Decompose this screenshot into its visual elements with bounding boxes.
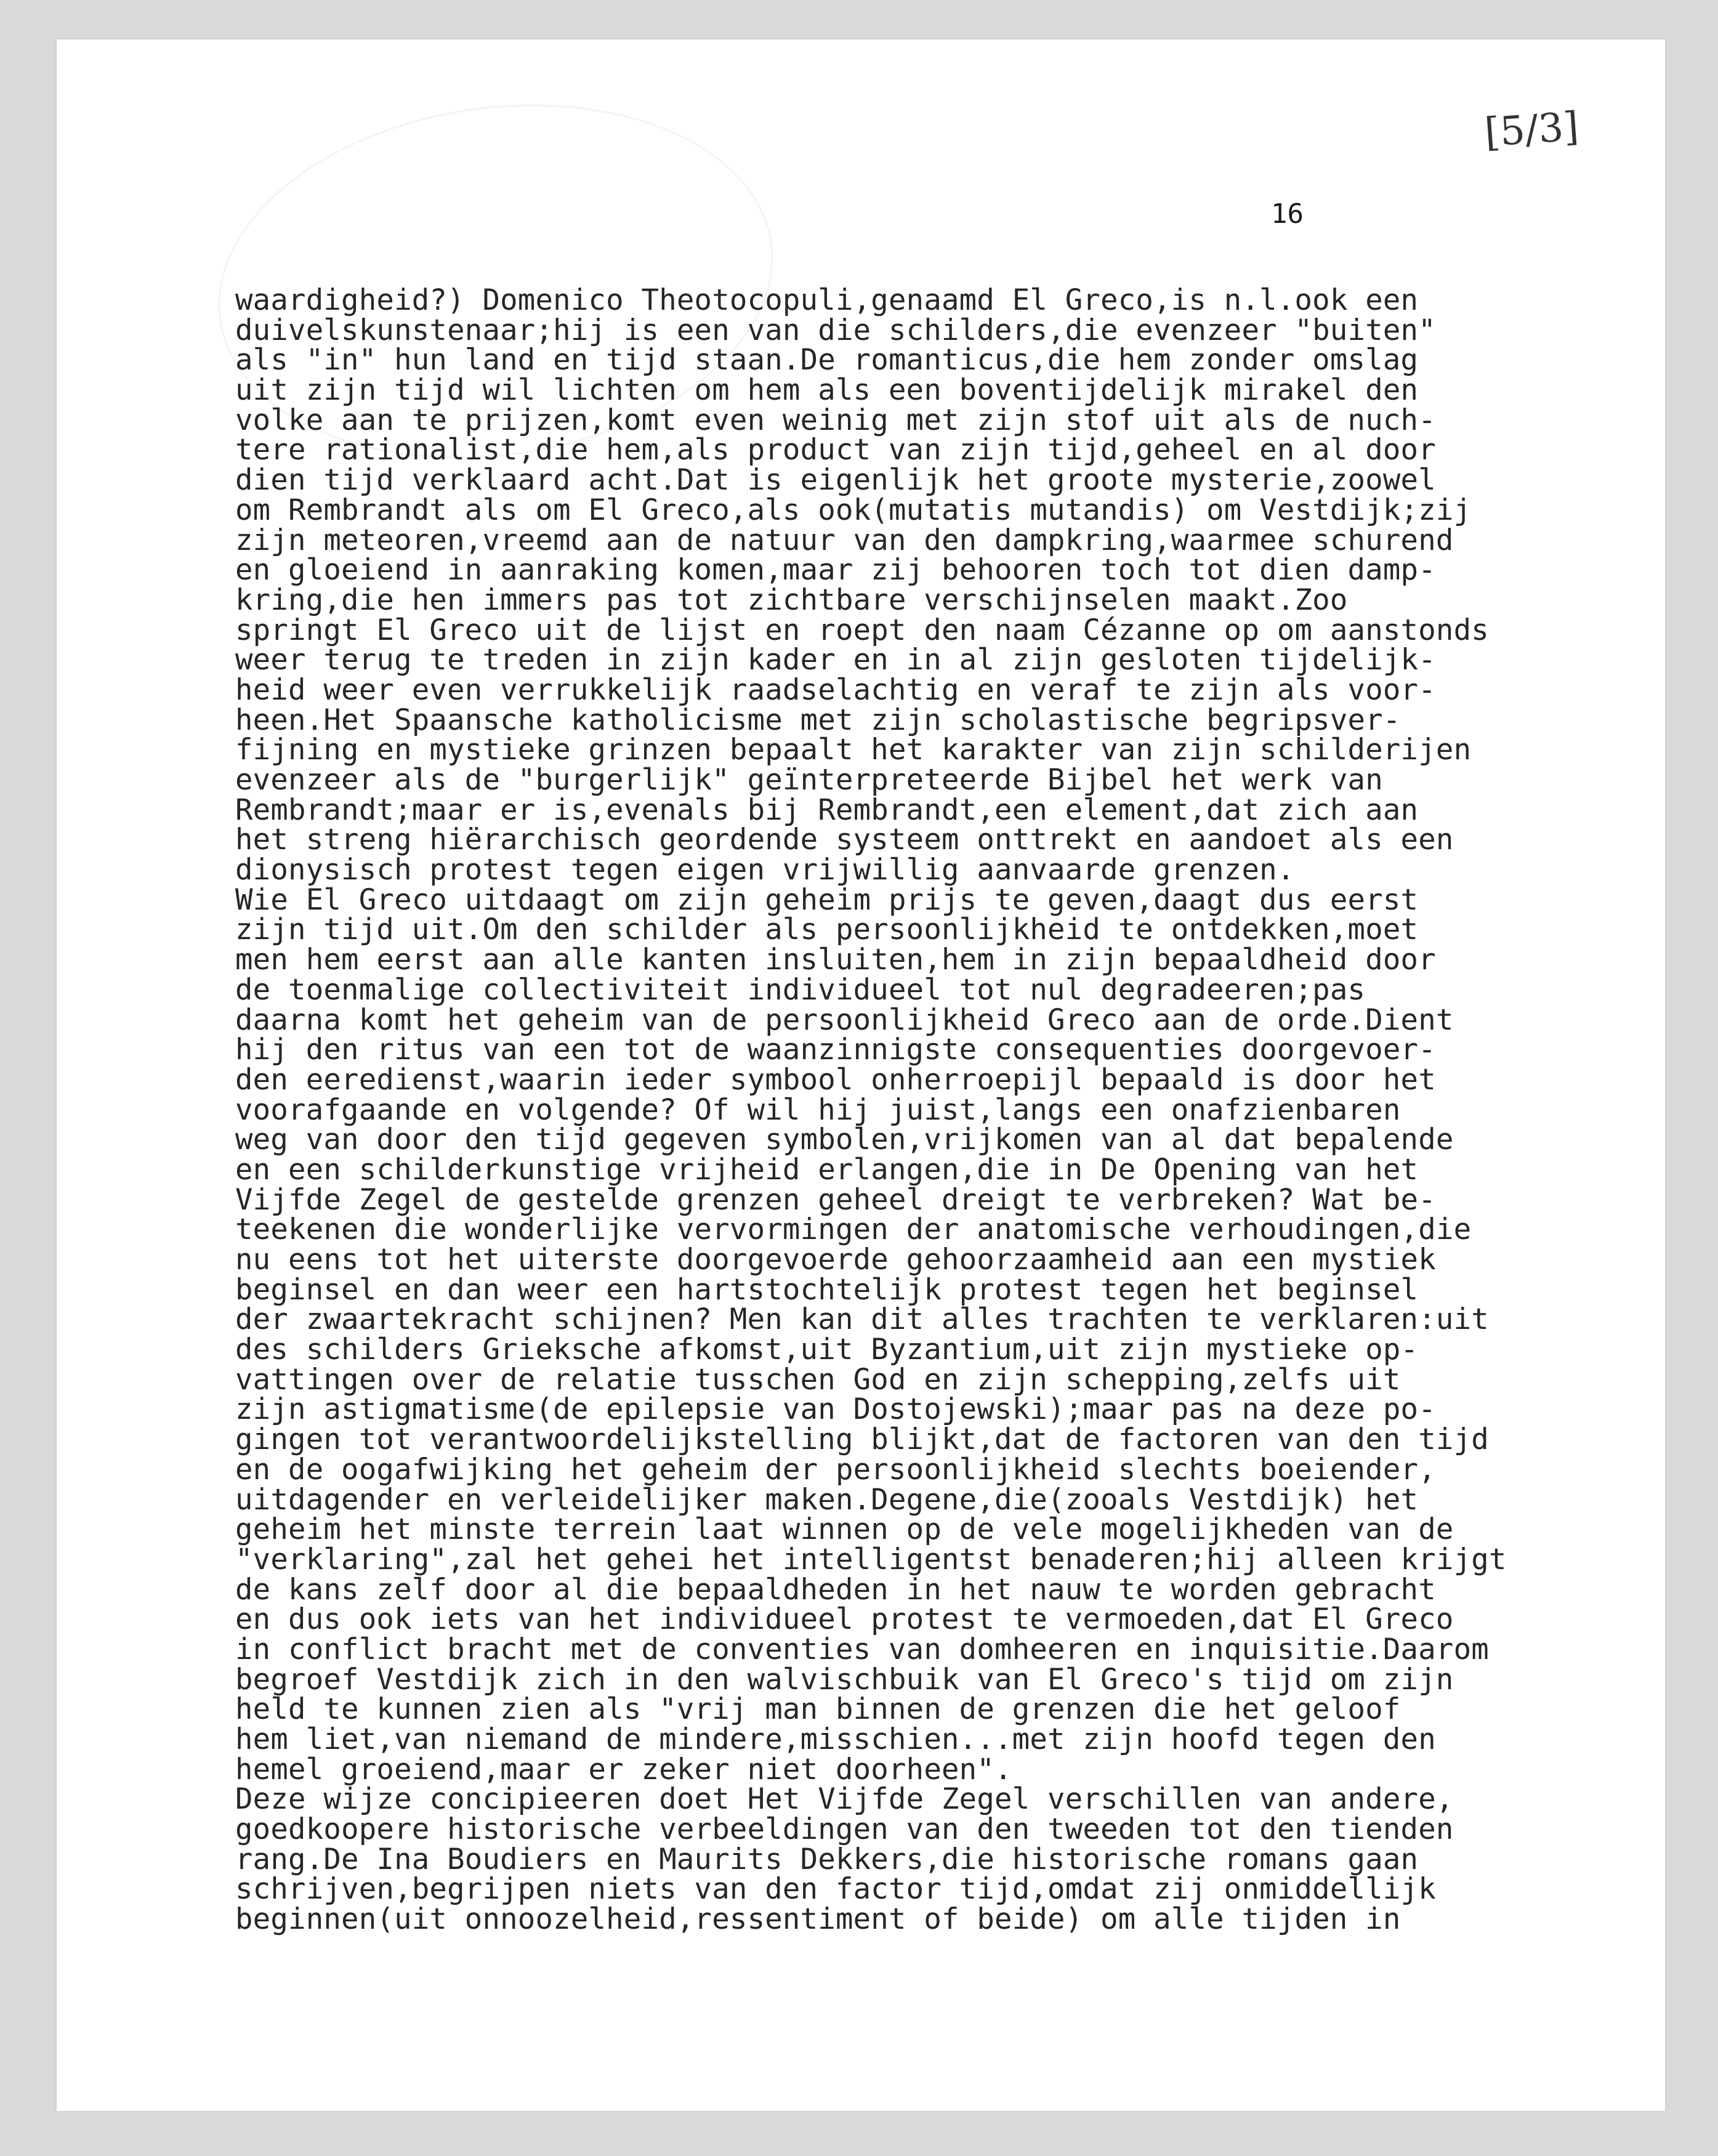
text-line: om Rembrandt als om El Greco,als ook(mutatis mutandis) om Vestdijk;zij: [235, 493, 1472, 527]
text-line: waardigheid?) Domenico Theotocopuli,genaamd El Greco,is n.l.ook een: [235, 283, 1419, 317]
text-line: geheim het minste terrein laat winnen op de vele mogelijkheden van de: [235, 1512, 1454, 1547]
text-line: dionysisch protest tegen eigen vrijwillig aanvaarde grenzen.: [235, 853, 1295, 887]
archive-mark: [5/3]: [1483, 103, 1581, 156]
text-line: hem liet,van niemand de mindere,misschien...met zijn hoofd tegen den: [235, 1722, 1436, 1756]
text-line: hij den ritus van een tot de waanzinnigste consequenties doorgevoer-: [235, 1033, 1436, 1067]
text-line: hemel groeiend,maar er zeker niet doorheen".: [235, 1752, 1012, 1787]
text-line: uit zijn tijd wil lichten om hem als een boventijdelijk mirakel den: [235, 373, 1419, 408]
text-line: zijn tijd uit.Om den schilder als persoonlijkheid te ontdekken,moet: [235, 913, 1419, 947]
text-line: "verklaring",zal het gehei het intelligentst benaderen;hij alleen krijgt: [235, 1542, 1507, 1577]
text-line: en de oogafwijking het geheim der persoonlijkheid slechts boeiender,: [235, 1452, 1436, 1487]
text-line: Deze wijze concipieeren doet Het Vijfde Zegel verschillen van andere,: [235, 1782, 1454, 1817]
text-line: beginnen(uit onnoozelheid,ressentiment of beide) om alle tijden in: [235, 1902, 1401, 1937]
text-line: beginsel en dan weer een hartstochtelijk protest tegen het beginsel: [235, 1272, 1419, 1307]
text-line: zijn astigmatisme(de epilepsie van Dostojewski);maar pas na deze po-: [235, 1392, 1436, 1427]
text-line: volke aan te prijzen,komt even weinig met zijn stof uit als de nuch-: [235, 403, 1436, 437]
text-line: als "in" hun land en tijd staan.De romanticus,die hem zonder omslag: [235, 343, 1419, 378]
body-text: [235, 283, 1651, 1937]
text-line: fijning en mystieke grinzen bepaalt het karakter van zijn schilderijen: [235, 733, 1472, 767]
text-line: weer terug te treden in zijn kader en in al zijn gesloten tijdelijk-: [235, 643, 1436, 677]
text-line: vattingen over de relatie tusschen God en zijn schepping,zelfs uit: [235, 1362, 1401, 1397]
text-line: heen.Het Spaansche katholicisme met zijn scholastische begripsver-: [235, 703, 1401, 737]
text-line: uitdagender en verleidelijker maken.Degene,die(zooals Vestdijk) het: [235, 1482, 1419, 1517]
text-line: en dus ook iets van het individueel protest te vermoeden,dat El Greco: [235, 1602, 1454, 1637]
text-line: gingen tot verantwoordelijkstelling blijkt,dat de factoren van den tijd: [235, 1423, 1489, 1457]
text-line: evenzeer als de "burgerlijk" geïnterpreteerde Bijbel het werk van: [235, 763, 1383, 797]
text-line: de toenmalige collectiviteit individueel tot nul degradeeren;pas: [235, 972, 1366, 1007]
typescript-page: [57, 39, 1665, 2111]
text-line: nu eens tot het uiterste doorgevoerde gehoorzaamheid aan een mystiek: [235, 1243, 1436, 1277]
text-line: den eeredienst,waarin ieder symbool onherroepijl bepaald is door het: [235, 1062, 1436, 1097]
text-line: men hem eerst aan alle kanten insluiten,hem in zijn bepaaldheid door: [235, 943, 1436, 977]
text-line: teekenen die wonderlijke vervormingen der anatomische verhoudingen,die: [235, 1213, 1472, 1247]
text-line: schrijven,begrijpen niets van den factor tijd,omdat zij onmiddellijk: [235, 1872, 1436, 1907]
text-line: Rembrandt;maar er is,evenals bij Rembrandt,een element,dat zich aan: [235, 793, 1419, 827]
text-line: goedkoopere historische verbeeldingen van den tweeden tot den tienden: [235, 1812, 1454, 1847]
text-line: heid weer even verrukkelijk raadselachtig en veraf te zijn als voor-: [235, 672, 1436, 707]
text-line: weg van door den tijd gegeven symbolen,vrijkomen van al dat bepalende: [235, 1123, 1454, 1157]
text-line: de kans zelf door al die bepaaldheden in het nauw te worden gebracht: [235, 1572, 1436, 1607]
text-line: voorafgaande en volgende? Of wil hij juist,langs een onafzienbaren: [235, 1092, 1401, 1127]
text-line: springt El Greco uit de lijst en roept den naam Cézanne op om aanstonds: [235, 613, 1489, 647]
text-line: der zwaartekracht schijnen? Men kan dit alles trachten te verklaren:uit: [235, 1302, 1489, 1337]
text-line: daarna komt het geheim van de persoonlijkheid Greco aan de orde.Dient: [235, 1003, 1454, 1037]
text-line: Vijfde Zegel de gestelde grenzen geheel dreigt te verbreken? Wat be-: [235, 1182, 1436, 1217]
text-line: het streng hiërarchisch geordende systeem onttrekt en aandoet als een: [235, 823, 1454, 857]
text-line: kring,die hen immers pas tot zichtbare verschijnselen maakt.Zoo: [235, 583, 1348, 617]
page-number: 16: [1271, 198, 1304, 230]
text-line: held te kunnen zien als "vrij man binnen de grenzen die het geloof: [235, 1692, 1401, 1727]
text-line: en gloeiend in aanraking komen,maar zij behooren toch tot dien damp-: [235, 553, 1436, 587]
text-line: duivelskunstenaar;hij is een van die schilders,die evenzeer "buiten": [235, 313, 1436, 347]
text-line: dien tijd verklaard acht.Dat is eigenlijk het groote mysterie,zoowel: [235, 463, 1436, 498]
text-line: tere rationalist,die hem,als product van zijn tijd,geheel en al door: [235, 433, 1436, 467]
text-line: des schilders Grieksche afkomst,uit Byzantium,uit zijn mystieke op-: [235, 1333, 1419, 1367]
text-line: Wie El Greco uitdaagt om zijn geheim prijs te geven,daagt dus eerst: [235, 882, 1419, 917]
text-line: rang.De Ina Boudiers en Maurits Dekkers,die historische romans gaan: [235, 1842, 1419, 1876]
text-line: in conflict bracht met de conventies van domheeren en inquisitie.Daarom: [235, 1632, 1489, 1666]
text-line: begroef Vestdijk zich in den walvischbuik van El Greco's tijd om zijn: [235, 1662, 1454, 1697]
text-line: zijn meteoren,vreemd aan de natuur van den dampkring,waarmee schurend: [235, 523, 1454, 557]
text-line: en een schilderkunstige vrijheid erlangen,die in De Opening van het: [235, 1152, 1419, 1187]
